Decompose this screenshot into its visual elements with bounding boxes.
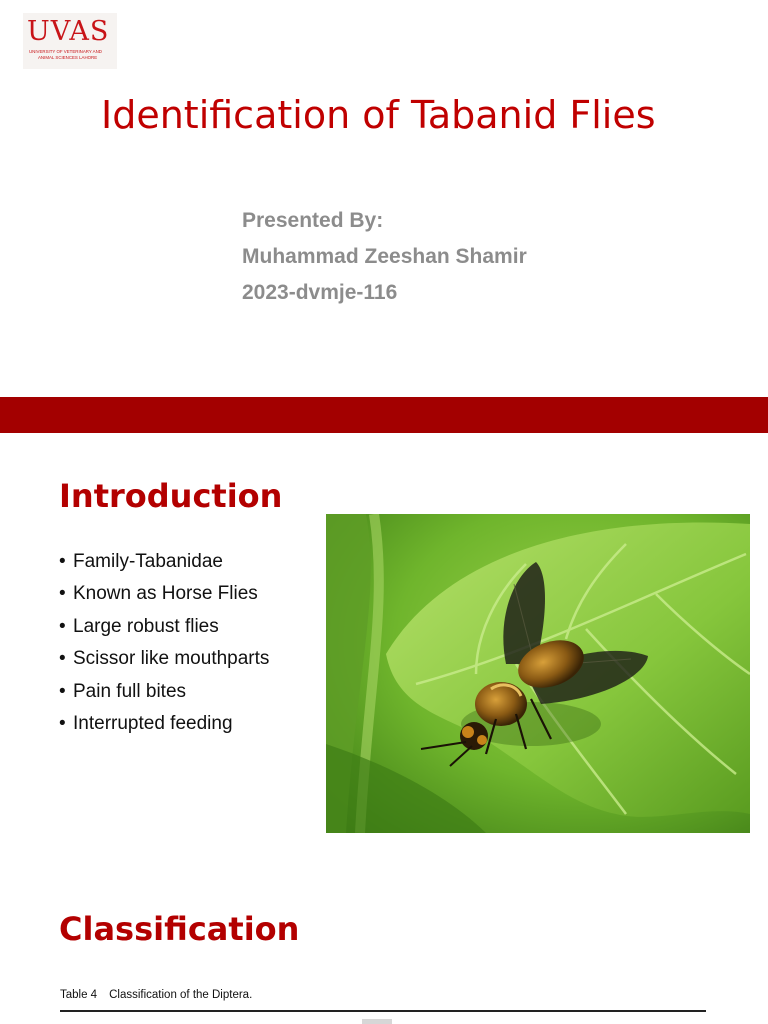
slide-divider-band xyxy=(0,397,768,433)
list-item xyxy=(59,708,269,740)
presented-by-label: Presented By: xyxy=(242,209,384,232)
bullet-text: Family-Tabanidae xyxy=(73,551,223,572)
bullet-icon: • xyxy=(59,712,66,734)
introduction-heading: Introduction xyxy=(59,477,283,515)
presenter-name: Muhammad Zeeshan Shamir xyxy=(242,245,527,268)
bullet-icon: • xyxy=(59,648,66,670)
bullet-text: Scissor like mouthparts xyxy=(73,648,270,670)
bullet-icon: • xyxy=(59,583,66,605)
table-top-rule xyxy=(60,1010,706,1012)
introduction-bullet-list xyxy=(59,546,269,740)
bullet-text: Pain full bites xyxy=(73,680,187,702)
logo-subtitle-line1: UNIVERSITY OF VETERINARY AND xyxy=(29,49,102,54)
list-item xyxy=(59,611,269,643)
page-title: Identification of Tabanid Flies xyxy=(101,93,656,137)
logo-wordmark: UVAS xyxy=(27,16,110,47)
bullet-icon: • xyxy=(59,680,66,702)
table-caption xyxy=(60,987,252,1003)
horse-fly-photo xyxy=(326,514,750,833)
classification-heading: Classification xyxy=(59,910,300,948)
presenter-block xyxy=(242,203,527,311)
table-caption-text: Classification of the Diptera. xyxy=(109,989,253,1001)
bullet-icon: • xyxy=(59,551,66,572)
presenter-id: 2023-dvmje-116 xyxy=(242,281,398,304)
list-item xyxy=(59,676,269,708)
logo-subtitle-line2: ANIMAL SCIENCES LAHORE xyxy=(38,55,98,60)
list-item xyxy=(59,643,269,675)
bullet-text: Large robust flies xyxy=(73,615,219,637)
table-number: Table 4 xyxy=(60,989,98,1001)
bullet-text: Known as Horse Flies xyxy=(73,583,258,605)
table-header-fragment xyxy=(362,1019,392,1024)
bullet-text: Interrupted feeding xyxy=(73,712,233,734)
bullet-icon: • xyxy=(59,615,66,637)
uvas-logo xyxy=(23,13,117,69)
list-item xyxy=(59,578,269,610)
list-item xyxy=(59,546,269,578)
